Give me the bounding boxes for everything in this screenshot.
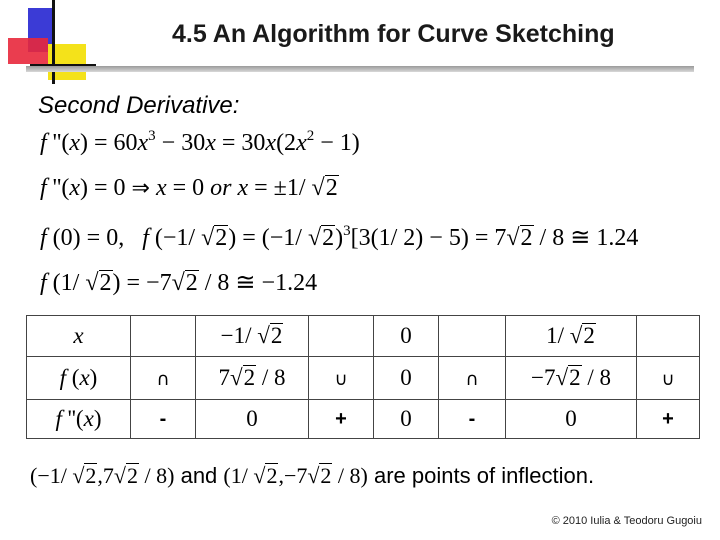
table-cell: 0 xyxy=(506,400,637,439)
row-label-fx: f (x) xyxy=(27,357,131,400)
table-cell: 7√2 / 8 xyxy=(196,357,309,400)
slide-title: 4.5 An Algorithm for Curve Sketching xyxy=(172,20,615,48)
table-cell: −1/ √2 xyxy=(196,316,309,357)
cap-up-icon: ∪ xyxy=(334,369,348,390)
and-text: and xyxy=(180,463,218,488)
table-cell xyxy=(637,357,700,400)
table-cell: 0 xyxy=(196,400,309,439)
table-cell: 0 xyxy=(374,357,439,400)
slide-logo xyxy=(0,0,100,90)
table-cell: - xyxy=(439,400,506,439)
table-cell xyxy=(131,357,196,400)
table-cell: 0 xyxy=(374,400,439,439)
table-cell xyxy=(637,316,700,357)
title-rule xyxy=(26,66,694,72)
table-cell xyxy=(131,316,196,357)
equation-function-values: f (0) = 0, f (−1/ √2) = (−1/ √2)$^3$[3(1/ 2) − 5) = 7√2 / 8 ≅ 1.24 xyxy=(40,223,639,251)
row-label-fpp: f ''(x) xyxy=(27,400,131,439)
equation-zeros: f ''(x) = 0 ⇒ x = 0 or x = ±1/ √2 xyxy=(40,175,338,201)
inflection-conclusion xyxy=(30,463,594,489)
table-cell xyxy=(309,357,374,400)
cap-down-icon: ∩ xyxy=(156,369,170,390)
cap-up-icon: ∪ xyxy=(661,369,675,390)
table-cell xyxy=(439,316,506,357)
table-cell: −7√2 / 8 xyxy=(506,357,637,400)
table-cell: - xyxy=(131,400,196,439)
table-cell: 1/ √2 xyxy=(506,316,637,357)
table-cell: 0 xyxy=(374,316,439,357)
equation-function-value-positive: f (1/ √2) = −7√2 / 8 ≅ −1.24 xyxy=(40,270,318,296)
table-row-fx xyxy=(27,357,700,400)
cap-down-icon: ∩ xyxy=(465,369,479,390)
sign-chart-table xyxy=(26,315,700,439)
table-cell xyxy=(309,316,374,357)
table-row-fpp xyxy=(27,400,700,439)
row-label-x: x xyxy=(27,316,131,357)
section-subtitle: Second Derivative: xyxy=(38,92,240,119)
copyright-footer: © 2010 Iulia & Teodoru Gugoiu xyxy=(551,515,702,527)
table-cell: + xyxy=(309,400,374,439)
equation-second-derivative: f ''$(x) = 60x^3 - 30x = 30x(2x^2 - 1)$ xyxy=(40,128,360,156)
table-row-x xyxy=(27,316,700,357)
conclusion-tail: are points of inflection. xyxy=(374,463,595,488)
inflection-point-2: (1/ √2,−7√2 / 8) xyxy=(223,463,368,488)
table-cell xyxy=(439,357,506,400)
table-cell: + xyxy=(637,400,700,439)
inflection-point-1: (−1/ √2,7√2 / 8) xyxy=(30,463,175,488)
